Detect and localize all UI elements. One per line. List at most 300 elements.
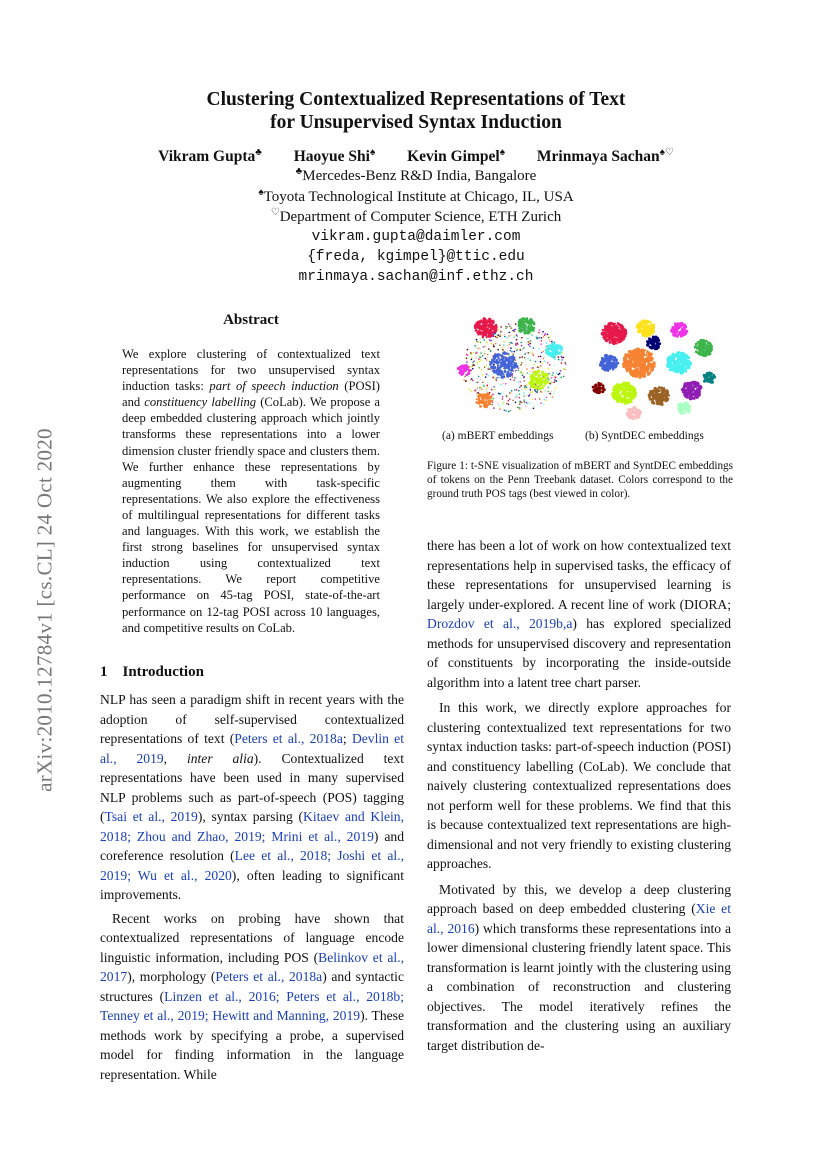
tsne-point (509, 410, 511, 412)
tsne-point (516, 339, 518, 341)
tsne-point (614, 323, 616, 325)
tsne-point (618, 399, 621, 402)
tsne-point (685, 412, 687, 414)
tsne-point (508, 400, 510, 402)
tsne-point (541, 362, 543, 364)
tsne-point (524, 387, 526, 389)
tsne-point (516, 350, 518, 352)
tsne-point (651, 370, 653, 372)
tsne-point (554, 376, 556, 378)
tsne-point (528, 353, 530, 355)
tsne-point (486, 327, 488, 329)
tsne-point (560, 370, 562, 372)
tsne-point (527, 338, 529, 340)
tsne-point (622, 384, 625, 387)
tsne-point (488, 399, 491, 402)
tsne-point (616, 343, 618, 345)
tsne-point (503, 383, 505, 385)
tsne-point (496, 337, 498, 339)
tsne-point (507, 376, 509, 378)
tsne-point (505, 326, 507, 328)
figure-caption: Figure 1: t-SNE visualization of mBERT and SyntDEC embeddings of tokens on the Penn Treebank dataset. Colors correspond to the ground truth POS tags (best viewed in color). (427, 460, 733, 500)
email[interactable]: vikram.gupta@daimler.com (311, 229, 521, 245)
tsne-point (514, 377, 516, 379)
tsne-point (561, 356, 563, 358)
tsne-point (628, 350, 631, 353)
tsne-point (524, 357, 526, 359)
tsne-point (672, 334, 674, 336)
citation-link[interactable]: Lee et al., 2018; Joshi et al., 2019; Wu et al., 2020 (100, 848, 404, 883)
tsne-point (674, 327, 676, 329)
tsne-point (530, 326, 532, 328)
tsne-point (553, 374, 555, 376)
tsne-point (457, 367, 460, 370)
tsne-point (472, 380, 474, 382)
tsne-point (555, 387, 557, 389)
tsne-point (558, 352, 560, 354)
tsne-point (527, 330, 529, 332)
tsne-point (515, 370, 517, 372)
tsne-point (558, 359, 560, 361)
tsne-point (629, 392, 631, 394)
author: Mrinmaya Sachan♠♡ (536, 147, 674, 166)
tsne-point (663, 395, 665, 397)
tsne-point (509, 332, 511, 334)
tsne-point (617, 322, 619, 324)
tsne-point (486, 373, 488, 375)
tsne-point (538, 348, 540, 350)
tsne-point (486, 359, 488, 361)
tsne-point (660, 387, 663, 390)
tsne-point (500, 384, 502, 386)
tsne-point (706, 340, 708, 342)
tsne-point (547, 362, 549, 364)
tsne-point (624, 333, 627, 336)
tsne-point (646, 357, 648, 359)
tsne-point (472, 362, 474, 364)
tsne-point (554, 379, 556, 381)
tsne-point (522, 322, 525, 325)
tsne-point (635, 418, 637, 420)
tsne-point (677, 403, 680, 406)
citation-link[interactable]: Kitaev and Klein, 2018; Zhou and Zhao, 2019; Mrini et al., 2019 (100, 809, 404, 844)
tsne-point (503, 341, 505, 343)
tsne-point (694, 390, 696, 392)
tsne-point (509, 392, 511, 394)
tsne-point (602, 336, 604, 338)
tsne-point (639, 327, 641, 329)
tsne-point (482, 355, 484, 357)
tsne-point (475, 329, 477, 331)
tsne-point (650, 331, 652, 333)
tsne-point (542, 371, 544, 373)
tsne-point (525, 352, 527, 354)
tsne-point (493, 346, 495, 348)
tsne-point (634, 355, 636, 357)
tsne-point (647, 350, 649, 352)
tsne-point (532, 386, 534, 388)
tsne-point (506, 345, 508, 347)
tsne-point (639, 321, 641, 323)
tsne-point (537, 379, 539, 381)
tsne-point (511, 342, 513, 344)
tsne-point (632, 410, 635, 413)
paragraph: there has been a lot of work on how contextualized text representations help in supervised tasks, the efficacy of these representations for unsupervised learning is largely under-explored. A recent line of work (DIORA; Drozdov et al., 2019b,a) has explored specialized methods for unsupervised discovery and representation of constituents by incorporating the inside-outside algorithm into a latent tree chart parser. (427, 538, 731, 690)
tsne-point (632, 385, 634, 387)
arxiv-identifier: arXiv:2010.12784v1 [cs.CL] 24 Oct 2020 (32, 428, 57, 792)
tsne-point (683, 388, 686, 391)
subcaption-a: (a) mBERT embeddings (442, 430, 554, 442)
tsne-point (493, 364, 495, 366)
tsne-point (540, 343, 542, 345)
tsne-point (500, 362, 502, 364)
tsne-point (512, 353, 514, 355)
tsne-point (475, 346, 477, 348)
tsne-point (485, 376, 487, 378)
tsne-point (704, 343, 706, 345)
tsne-point (491, 400, 493, 402)
tsne-point (624, 335, 626, 337)
tsne-point (487, 385, 489, 387)
tsne-point (541, 337, 543, 339)
tsne-point (506, 396, 508, 398)
tsne-point (622, 365, 625, 368)
tsne-point (648, 356, 650, 358)
tsne-point (482, 325, 485, 328)
tsne-point (691, 387, 693, 389)
tsne-point (481, 400, 484, 403)
tsne-point (688, 391, 690, 393)
tsne-point (482, 331, 485, 334)
tsne-point (669, 366, 671, 368)
tsne-point (546, 400, 548, 402)
tsne-point (687, 409, 690, 412)
tsne-point (654, 364, 656, 366)
tsne-point (596, 389, 599, 392)
tsne-point (561, 359, 563, 361)
tsne-point (478, 367, 480, 369)
citation-link[interactable]: Tsai et al., 2019 (104, 809, 198, 824)
tsne-point (616, 324, 618, 326)
tsne-point (638, 361, 640, 363)
tsne-point (487, 324, 490, 327)
tsne-point (505, 383, 507, 385)
citation-link[interactable]: Peters et al., 2018a (234, 731, 343, 746)
tsne-point (488, 334, 491, 337)
tsne-point (554, 358, 556, 360)
tsne-point (549, 383, 551, 385)
tsne-point (632, 375, 635, 378)
tsne-point (678, 365, 680, 367)
tsne-point (484, 394, 487, 397)
citation-link[interactable]: Xie et al., 2016 (427, 901, 731, 936)
tsne-point (478, 390, 480, 392)
tsne-point (638, 330, 641, 333)
tsne-point (677, 358, 680, 361)
tsne-point (602, 329, 604, 331)
tsne-plot-syntdec (584, 308, 724, 426)
tsne-point (552, 372, 554, 374)
tsne-point (470, 366, 472, 368)
tsne-point (642, 352, 644, 354)
tsne-point (485, 398, 487, 400)
tsne-point (468, 375, 470, 377)
tsne-point (709, 349, 712, 352)
tsne-point (497, 377, 499, 379)
tsne-point (515, 329, 517, 331)
left-column-body (100, 690, 404, 1084)
tsne-point (491, 389, 493, 391)
abstract-body: We explore clustering of contextualized text representations for two unsupervised syntax induction tasks: part of speech induction (POSI) and constituency labelling (CoLab). We propose a deep embedded clustering approach which jointly transforms these representations into a lower dimension cluster friendly space and clusters them. We further enhance these representations by augmenting them with task-specific representations. We also explore the effectiveness of multilingual representations for different tasks and languages. With this work, we establish the first strong baselines for unsupervised syntax induction using contextualized text representations. We report competitive performance on 45-tag POSI, state-of-the-art performance on 12-tag POSI across 10 languages, and competitive results on CoLab. (122, 347, 380, 635)
tsne-point (660, 389, 662, 391)
tsne-point (681, 356, 683, 358)
citation-link[interactable]: Belinkov et al., 2017 (100, 949, 404, 984)
tsne-point (519, 381, 521, 383)
tsne-point (705, 350, 708, 353)
tsne-point (608, 363, 611, 366)
tsne-point (686, 404, 688, 406)
tsne-point (529, 394, 531, 396)
tsne-point (643, 327, 645, 329)
tsne-point (504, 336, 506, 338)
tsne-point (612, 331, 614, 333)
tsne-point (476, 398, 478, 400)
tsne-point (540, 377, 543, 380)
tsne-point (493, 398, 495, 400)
tsne-point (624, 387, 626, 389)
tsne-point (699, 388, 701, 390)
tsne-point (499, 344, 501, 346)
author: Haoyue Shi♠ (293, 147, 376, 166)
tsne-point (629, 385, 631, 387)
tsne-point (473, 360, 475, 362)
tsne-point (518, 327, 520, 329)
tsne-point (516, 344, 518, 346)
tsne-point (501, 404, 503, 406)
tsne-point (496, 370, 498, 372)
tsne-point (543, 374, 546, 377)
arxiv-sidebar (28, 370, 62, 850)
tsne-point (522, 350, 524, 352)
paragraph: Recent works on probing have shown that contextualized representations of language encode linguistic information, including POS (Belinkov et al., 2017), morphology (Peters et al., 2018a) and syntactic structures (Linzen et al., 2016; Peters et al., 2018b; Tenney et al., 2019; Hewitt and Manning, 2019). These methods work by specifying a probe, a supervised model for finding information in the language representation. While (100, 910, 404, 1082)
tsne-point (604, 358, 606, 360)
tsne-point (465, 364, 467, 366)
tsne-point (535, 372, 538, 375)
tsne-point (496, 359, 499, 362)
tsne-point (564, 369, 566, 371)
tsne-point (498, 393, 500, 395)
tsne-point (528, 321, 531, 324)
tsne-point (461, 374, 463, 376)
tsne-point (498, 377, 500, 379)
tsne-point (501, 357, 504, 360)
tsne-point (516, 389, 518, 391)
tsne-point (519, 407, 521, 409)
tsne-point (693, 381, 695, 383)
tsne-point (703, 352, 705, 354)
tsne-point (554, 345, 557, 348)
tsne-point (487, 354, 489, 356)
tsne-point (525, 406, 527, 408)
tsne-point (485, 389, 487, 391)
tsne-point (471, 359, 473, 361)
tsne-point (471, 391, 473, 393)
tsne-point (624, 394, 626, 396)
tsne-point (498, 329, 500, 331)
tsne-point (469, 389, 471, 391)
tsne-point (677, 368, 680, 371)
tsne-point (649, 324, 651, 326)
tsne-point (643, 373, 645, 375)
tsne-point (477, 322, 480, 325)
tsne-point (497, 349, 499, 351)
tsne-point (519, 409, 521, 411)
tsne-point (525, 388, 527, 390)
tsne-point (649, 321, 651, 323)
tsne-point (677, 352, 679, 354)
tsne-point (519, 387, 521, 389)
tsne-point (478, 397, 480, 399)
tsne-point (630, 400, 632, 402)
tsne-point (544, 334, 546, 336)
tsne-point (532, 378, 534, 380)
tsne-point (661, 403, 664, 406)
citation-link[interactable]: Drozdov et al., 2019b,a (427, 616, 573, 631)
tsne-point (690, 381, 692, 383)
tsne-point (534, 406, 536, 408)
tsne-point (473, 364, 475, 366)
tsne-point (546, 342, 548, 344)
tsne-point (630, 397, 633, 400)
tsne-point (648, 395, 651, 398)
tsne-point (483, 403, 485, 405)
tsne-point (488, 348, 490, 350)
tsne-point (698, 391, 701, 394)
tsne-point (652, 402, 655, 405)
tsne-point (644, 324, 646, 326)
tsne-point (519, 320, 522, 323)
tsne-point (535, 391, 537, 393)
tsne-point (657, 403, 659, 405)
tsne-point (500, 326, 502, 328)
tsne-point (513, 336, 515, 338)
tsne-point (487, 382, 489, 384)
tsne-point (651, 363, 654, 366)
tsne-point (642, 319, 645, 322)
citation-link[interactable]: Linzen et al., 2016; Peters et al., 2018b; Tenney et al., 2019; Hewitt and Manning, 2019 (100, 988, 404, 1023)
tsne-point (612, 341, 615, 344)
tsne-point (686, 360, 688, 362)
tsne-point (560, 351, 562, 353)
tsne-point (490, 343, 492, 345)
tsne-point (539, 366, 541, 368)
tsne-point (534, 389, 536, 391)
tsne-point (643, 322, 645, 324)
tsne-point (503, 344, 505, 346)
tsne-point (521, 372, 523, 374)
tsne-point (707, 372, 709, 374)
tsne-point (482, 382, 484, 384)
tsne-point (546, 397, 548, 399)
tsne-point (541, 340, 543, 342)
tsne-point (477, 387, 479, 389)
tsne-point (523, 395, 525, 397)
tsne-point (631, 352, 633, 354)
tsne-point (508, 335, 510, 337)
tsne-plot-mbert (444, 310, 584, 425)
tsne-point (521, 362, 523, 364)
tsne-point (476, 352, 478, 354)
tsne-point (512, 330, 514, 332)
tsne-point (621, 333, 623, 335)
tsne-point (480, 359, 482, 361)
tsne-point (565, 363, 567, 365)
tsne-point (607, 339, 609, 341)
tsne-point (518, 323, 521, 326)
tsne-point (700, 385, 702, 387)
tsne-point (636, 349, 639, 352)
tsne-point (616, 388, 618, 390)
citation-link[interactable]: Devlin et al., 2019 (100, 731, 404, 766)
tsne-point (709, 343, 712, 346)
tsne-point (645, 329, 647, 331)
tsne-point (706, 344, 708, 346)
tsne-point (633, 349, 635, 351)
tsne-point (493, 362, 495, 364)
tsne-point (648, 360, 650, 362)
tsne-point (517, 381, 519, 383)
email[interactable]: {freda, kgimpel}@ttic.edu (307, 249, 525, 265)
tsne-point (682, 334, 685, 337)
tsne-point (556, 380, 558, 382)
tsne-point (651, 398, 653, 400)
email[interactable]: mrinmaya.sachan@inf.ethz.ch (298, 269, 534, 285)
tsne-point (535, 336, 537, 338)
tsne-point (627, 355, 629, 357)
tsne-point (463, 372, 465, 374)
tsne-point (632, 418, 635, 421)
tsne-point (636, 326, 639, 329)
tsne-point (627, 369, 629, 371)
tsne-point (472, 368, 474, 370)
tsne-point (498, 405, 500, 407)
tsne-point (630, 368, 632, 370)
tsne-point (514, 397, 516, 399)
tsne-point (623, 357, 625, 359)
tsne-point (483, 339, 485, 341)
tsne-point (619, 326, 622, 329)
tsne-point (554, 391, 556, 393)
tsne-point (549, 341, 551, 343)
tsne-point (677, 407, 679, 409)
tsne-point (674, 370, 676, 372)
tsne-point (533, 382, 535, 384)
tsne-point (612, 389, 614, 391)
tsne-point (466, 357, 468, 359)
citation-link[interactable]: Peters et al., 2018a (215, 969, 323, 984)
tsne-point (665, 395, 667, 397)
tsne-point (516, 335, 518, 337)
tsne-point (631, 357, 633, 359)
tsne-point (492, 377, 494, 379)
tsne-point (538, 390, 540, 392)
tsne-point (523, 376, 525, 378)
tsne-point (509, 344, 511, 346)
tsne-point (600, 383, 603, 386)
tsne-point (514, 389, 516, 391)
tsne-point (714, 377, 716, 379)
tsne-point (601, 367, 603, 369)
